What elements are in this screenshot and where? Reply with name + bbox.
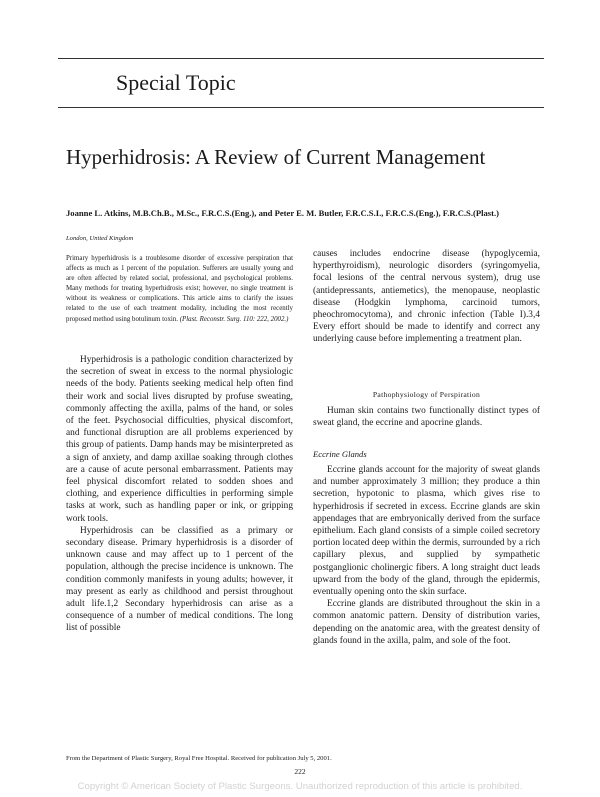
body-paragraph: Eccrine glands are distributed throughout the skin in a common anatomic pattern. Density of distribution varies, depending on the anatomic area, with the greatest density of glands found in the axilla, palm, and sole of the foot. — [313, 599, 540, 646]
left-column — [66, 354, 293, 635]
article-title: Hyperhidrosis: A Review of Current Management — [66, 145, 486, 169]
subsection-heading-eccrine: Eccrine Glands — [313, 449, 367, 459]
right-column-mid — [313, 405, 540, 429]
abstract — [66, 254, 293, 325]
right-column-top — [313, 248, 540, 346]
footnote: From the Department of Plastic Surgery, Royal Free Hospital. Received for publication July 5, 2001. — [66, 755, 332, 762]
section-header: Special Topic — [58, 58, 544, 108]
right-column-bottom — [313, 464, 540, 647]
body-paragraph: causes includes endocrine disease (hypoglycemia, hyperthyroidism), neurologic disorders (syringomyelia, focal lesions of the central nervous system), drug use (antidepressants, antiemetics), the menopause, neoplastic disease (Hodgkin lymphoma, carcinoid tumors, pheochromocytoma), and chronic infection (Table I).3,4 Every effort should be made to identify and correct any underlying cause before implementing a treatment plan. — [313, 249, 540, 345]
affiliation: London, United Kingdom — [66, 235, 134, 242]
body-paragraph: Human skin contains two functionally distinct types of sweat gland, the eccrine and apocrine glands. — [313, 406, 540, 429]
page-number: 222 — [294, 767, 306, 776]
body-paragraph: Eccrine glands account for the majority of sweat glands and number approximately 3 million; they produce a thin secretion, hypotonic to plasma, which gives rise to hyperhidrosis if secreted in excess. Eccrine glands are skin appendages that are embryonically derived from the surface epithelium. Each gland consists of a simple coiled secretory portion located deep within the dermis, surrounded by a rich capillary plexus, and supplied by sympathetic postganglionic cholinergic fibers. A long straight duct leads upward from the body of the gland, through the epidermis, eventually opening onto the skin surface. — [313, 465, 540, 598]
copyright-notice: Copyright © American Society of Plastic Surgeons. Unauthorized reproduction of this article is prohibited. — [77, 781, 523, 792]
body-paragraph: Hyperhidrosis can be classified as a primary or secondary disease. Primary hyperhidrosis is a disorder of unknown cause and may affect up to 1 percent of the population, although the precise incidence is unknown. The condition commonly manifests in young adults; however, it may present as early as childhood and persist throughout adult life.1,2 Secondary hyperhidrosis can arise as a consequence of a number of medical conditions. The long list of possible — [66, 525, 293, 634]
author-list: Joanne L. Atkins, M.B.Ch.B., M.Sc., F.R.C.S.(Eng.), and Peter E. M. Butler, F.R.C.S.I., F.R.C.S.(Eng.), F.R.C.S.(Plast.) — [66, 208, 499, 218]
body-paragraph: Hyperhidrosis is a pathologic condition characterized by the secretion of sweat in excess to the normal physiologic needs of the body. Patients seeking medical help often find their work and social lives disrupted by profuse sweating, commonly affecting the axilla, palms of the hand, or soles of the feet. Psychosocial difficulties, physical discomfort, and functional disruption are all problems experienced by this group of patients. Damp hands may be misinterpreted as a sign of anxiety, and damp axillae soaking through clothes are a cause of acute personal embarrassment. Patients may feel physical discomfort related to sodden shoes and clothing, and experience difficulties in performing simple tasks at work, such as handling paper or ink, or gripping work tools. — [66, 355, 293, 524]
section-heading-pathophysiology: Pathophysiology of Perspiration — [372, 390, 481, 399]
abstract-text: Primary hyperhidrosis is a troublesome disorder of excessive perspiration that affects as much as 1 percent of the population. Sufferers are usually young and are often affected by related social, professional, and psychological problems. Many methods for treating hyperhidrosis exist; however, no single treatment is without its weakness or complications. This article aims to clarify the issues related to the use of each treatment modality, including the most recently proposed method using botulinum toxin. — [66, 255, 293, 323]
abstract-citation: (Plast. Reconstr. Surg. 110: 222, 2002.) — [179, 315, 289, 323]
